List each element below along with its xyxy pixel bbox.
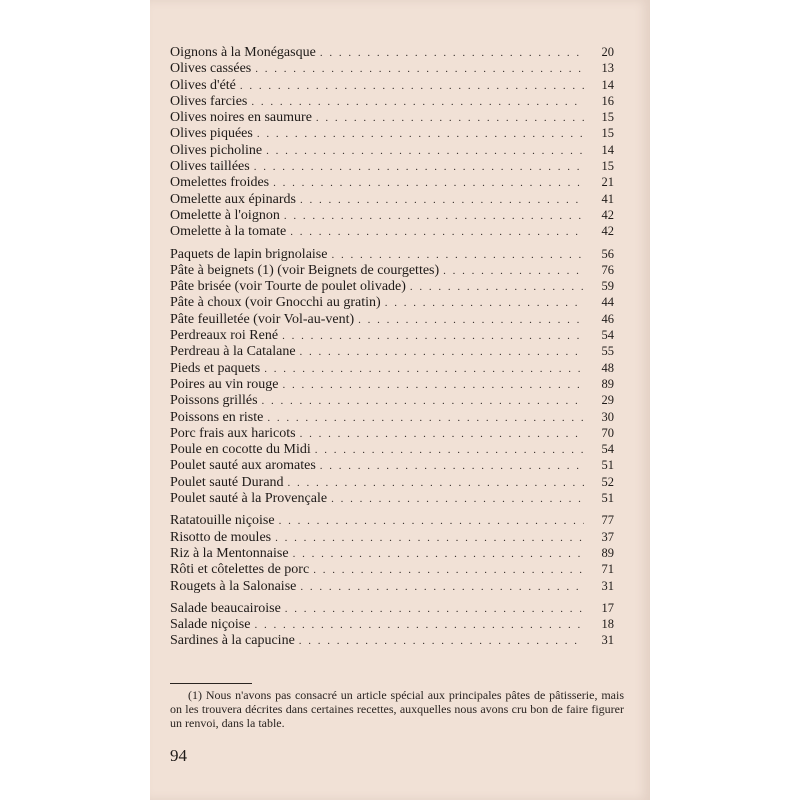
entry-page-number: 76 xyxy=(601,262,614,277)
leader-dots xyxy=(320,458,584,474)
index-entry xyxy=(170,158,614,174)
entry-page-number: 15 xyxy=(601,159,614,174)
entry-label: Risotto de moules xyxy=(170,529,272,545)
index-entry xyxy=(170,392,614,408)
leader-dots xyxy=(300,579,584,595)
leader-dots xyxy=(410,279,584,295)
entry-label: Poule en cocotte du Midi xyxy=(170,442,311,458)
index-entry xyxy=(170,327,614,343)
footnote-rule xyxy=(170,683,252,684)
index-entry xyxy=(170,142,614,158)
index-entry xyxy=(170,512,614,528)
leader-dots xyxy=(331,491,584,507)
leader-dots xyxy=(279,513,584,529)
entry-page-number: 37 xyxy=(601,529,614,544)
leader-dots xyxy=(315,442,584,458)
leader-dots xyxy=(285,601,584,617)
entry-page-number: 71 xyxy=(601,562,614,577)
entry-label: Olives cassées xyxy=(170,61,252,77)
leader-dots xyxy=(257,126,584,142)
leader-dots xyxy=(275,530,584,546)
entry-page-number: 31 xyxy=(601,578,614,593)
entry-label: Poulet sauté aux aromates xyxy=(170,458,316,474)
entry-label: Poissons en riste xyxy=(170,409,264,425)
index-entry xyxy=(170,600,614,616)
entry-label: Pâte à beignets (1) (voir Beignets de courgettes) xyxy=(170,262,440,278)
index-entry xyxy=(170,278,614,294)
leader-dots xyxy=(267,410,584,426)
index-entry xyxy=(170,457,614,473)
entry-label: Pâte feuilletée (voir Vol-au-vent) xyxy=(170,311,355,327)
index-entry xyxy=(170,93,614,109)
entry-page-number: 89 xyxy=(601,376,614,391)
entry-label: Omelette aux épinards xyxy=(170,191,296,207)
index-entry xyxy=(170,441,614,457)
entry-label: Poulet sauté Durand xyxy=(170,474,284,490)
entry-label: Pâte brisée (voir Tourte de poulet olivade) xyxy=(170,279,406,295)
index-entry xyxy=(170,425,614,441)
entry-page-number: 14 xyxy=(601,77,614,92)
leader-dots xyxy=(320,45,584,61)
index-group xyxy=(170,44,614,240)
leader-dots xyxy=(288,475,584,491)
leader-dots xyxy=(385,295,584,311)
entry-label: Rougets à la Salonaise xyxy=(170,578,297,594)
entry-label: Olives taillées xyxy=(170,159,250,175)
index-entry xyxy=(170,125,614,141)
index-entry xyxy=(170,474,614,490)
entry-page-number: 56 xyxy=(601,246,614,261)
entry-label: Oignons à la Monégasque xyxy=(170,45,316,60)
entry-page-number: 15 xyxy=(601,110,614,125)
index-group xyxy=(170,600,614,649)
entry-page-number: 20 xyxy=(601,45,614,59)
footnote: (1) Nous n'avons pas consacré un article spécial aux principales pâtes de pâtisserie, mais on les trouvera décrites dans certaines recettes, auxquelles nous avons cru bon de faire figurer un renvoi, dans la table. xyxy=(170,688,624,730)
entry-label: Perdreaux roi René xyxy=(170,328,279,344)
entry-page-number: 46 xyxy=(601,311,614,326)
index-entry xyxy=(170,360,614,376)
entry-page-number: 17 xyxy=(601,600,614,615)
entry-label: Riz à la Mentonnaise xyxy=(170,545,289,561)
entry-page-number: 41 xyxy=(601,191,614,206)
entry-label: Poulet sauté à la Provençale xyxy=(170,491,328,507)
leader-dots xyxy=(284,208,584,224)
leader-dots xyxy=(262,393,584,409)
index-entry xyxy=(170,490,614,506)
leader-dots xyxy=(254,617,584,633)
leader-dots xyxy=(313,562,584,578)
leader-dots xyxy=(299,633,584,649)
entry-page-number: 14 xyxy=(601,142,614,157)
index-entry xyxy=(170,578,614,594)
leader-dots xyxy=(331,247,584,263)
index-entry xyxy=(170,632,614,648)
entry-label: Omelette à la tomate xyxy=(170,224,287,240)
leader-dots xyxy=(255,61,584,77)
index-entry xyxy=(170,44,614,60)
entry-page-number: 15 xyxy=(601,126,614,141)
entry-label: Salade beaucairoise xyxy=(170,600,281,616)
entry-page-number: 55 xyxy=(601,344,614,359)
index-entry xyxy=(170,343,614,359)
entry-page-number: 51 xyxy=(601,458,614,473)
index-entry xyxy=(170,545,614,561)
leader-dots xyxy=(358,312,584,328)
entry-label: Omelettes froides xyxy=(170,175,270,191)
index-group xyxy=(170,246,614,507)
leader-dots xyxy=(240,78,584,94)
index-entry xyxy=(170,529,614,545)
index-entry xyxy=(170,616,614,632)
leader-dots xyxy=(300,192,584,208)
leader-dots xyxy=(251,94,584,110)
entry-label: Poires au vin rouge xyxy=(170,376,279,392)
index-group xyxy=(170,512,614,593)
entry-page-number: 29 xyxy=(601,393,614,408)
index-entry xyxy=(170,60,614,76)
index-entry xyxy=(170,174,614,190)
entry-label: Olives d'été xyxy=(170,77,236,93)
entry-page-number: 42 xyxy=(601,207,614,222)
entry-label: Olives piquées xyxy=(170,126,253,142)
entry-label: Pâte à choux (voir Gnocchi au gratin) xyxy=(170,295,381,311)
entry-label: Salade niçoise xyxy=(170,617,251,633)
index-entry xyxy=(170,311,614,327)
leader-dots xyxy=(273,175,584,191)
entry-page-number: 77 xyxy=(601,513,614,528)
entry-page-number: 51 xyxy=(601,491,614,506)
leader-dots xyxy=(266,143,584,159)
leader-dots xyxy=(316,110,584,126)
entry-label: Poissons grillés xyxy=(170,393,258,409)
entry-label: Olives noires en saumure xyxy=(170,110,312,126)
book-page xyxy=(150,0,650,800)
entry-label: Olives picholine xyxy=(170,142,263,158)
entry-page-number: 59 xyxy=(601,279,614,294)
entry-page-number: 16 xyxy=(601,93,614,108)
index-list xyxy=(170,44,614,655)
entry-label: Ratatouille niçoise xyxy=(170,513,275,529)
leader-dots xyxy=(290,224,584,240)
index-entry xyxy=(170,109,614,125)
entry-label: Paquets de lapin brignolaise xyxy=(170,246,328,262)
leader-dots xyxy=(443,263,584,279)
leader-dots xyxy=(300,344,584,360)
entry-page-number: 70 xyxy=(601,425,614,440)
index-entry xyxy=(170,294,614,310)
leader-dots xyxy=(254,159,584,175)
index-entry xyxy=(170,207,614,223)
entry-page-number: 13 xyxy=(601,61,614,76)
entry-page-number: 52 xyxy=(601,474,614,489)
index-entry xyxy=(170,409,614,425)
entry-label: Perdreau à la Catalane xyxy=(170,344,296,360)
entry-page-number: 18 xyxy=(601,617,614,632)
entry-page-number: 44 xyxy=(601,295,614,310)
entry-label: Rôti et côtelettes de porc xyxy=(170,562,310,578)
entry-label: Omelette à l'oignon xyxy=(170,207,280,223)
entry-page-number: 31 xyxy=(601,633,614,648)
index-entry xyxy=(170,262,614,278)
index-entry xyxy=(170,246,614,262)
entry-label: Sardines à la capucine xyxy=(170,633,295,649)
entry-page-number: 30 xyxy=(601,409,614,424)
leader-dots xyxy=(264,361,584,377)
index-entry xyxy=(170,77,614,93)
index-entry xyxy=(170,561,614,577)
entry-page-number: 21 xyxy=(601,175,614,190)
leader-dots xyxy=(300,426,584,442)
entry-page-number: 42 xyxy=(601,224,614,239)
leader-dots xyxy=(282,377,584,393)
index-entry xyxy=(170,376,614,392)
entry-page-number: 48 xyxy=(601,360,614,375)
entry-label: Olives farcies xyxy=(170,93,248,109)
entry-label: Pieds et paquets xyxy=(170,360,261,376)
entry-page-number: 89 xyxy=(601,545,614,560)
index-entry xyxy=(170,223,614,239)
entry-label: Porc frais aux haricots xyxy=(170,425,296,441)
entry-page-number: 54 xyxy=(601,328,614,343)
leader-dots xyxy=(293,546,584,562)
index-entry xyxy=(170,191,614,207)
leader-dots xyxy=(282,328,584,344)
page-number: 94 xyxy=(170,746,187,765)
entry-page-number: 54 xyxy=(601,442,614,457)
